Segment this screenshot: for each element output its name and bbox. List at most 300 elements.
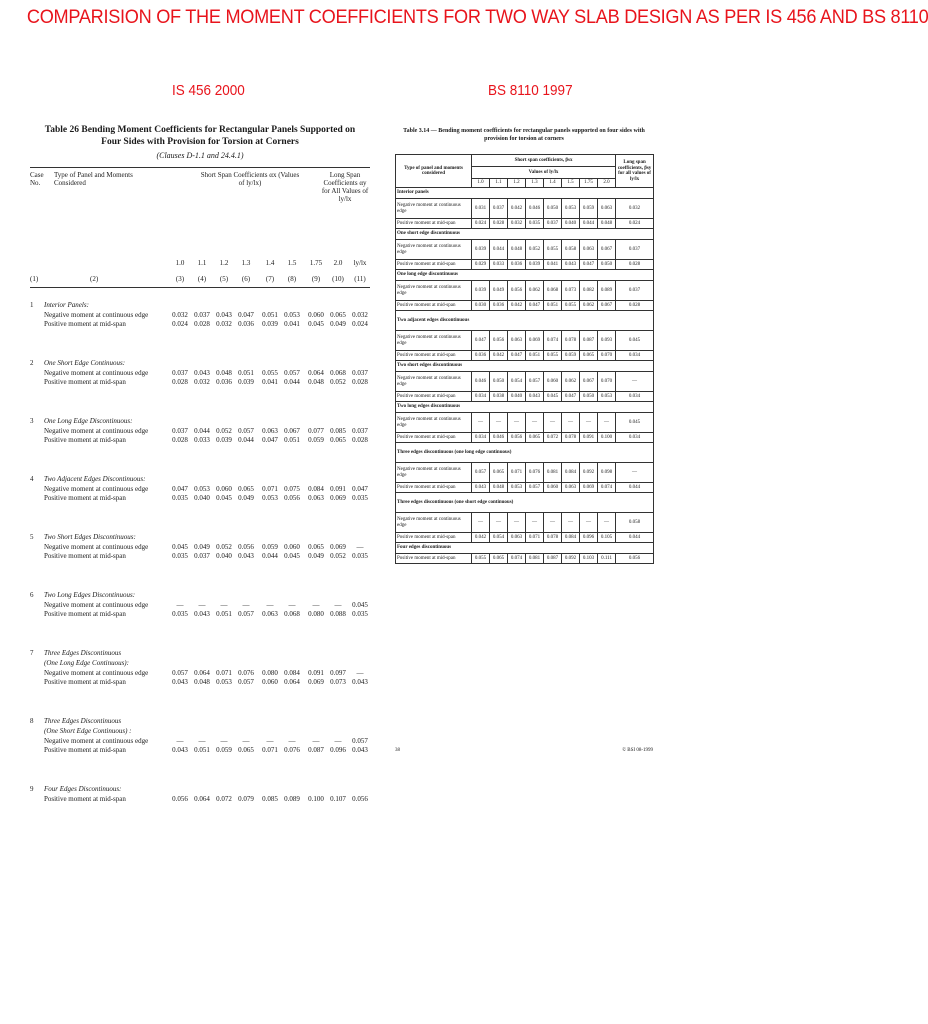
is-ratio-0: 1.0 [175,259,185,267]
bs-value-cell: 0.048 [598,219,616,229]
is-value-cell: 0.028 [172,378,188,386]
is-value-cell: 0.071 [262,485,278,493]
is-value-cell: 0.051 [238,369,254,377]
is-value-cell: — [288,601,296,609]
is-row-label: Negative moment at continuous edge [44,427,149,435]
is-value-cell: 0.063 [308,494,324,502]
is-value-cell: 0.089 [284,795,300,803]
is-value-cell: 0.037 [172,427,188,435]
bs-value-cell: 0.092 [562,554,580,564]
is-value-cell: 0.036 [238,320,254,328]
is-value-cell: 0.036 [216,378,232,386]
bs-caption-line2: provision for torsion at corners [484,136,564,142]
bs-value-cell: 0.024 [472,219,490,229]
bs-value-cell: 0.039 [526,260,544,270]
is-row-label: Positive moment at mid-span [44,378,126,386]
bs-value-cell: 0.045 [616,413,654,433]
is-value-cell: 0.056 [284,494,300,502]
is-colnum-6: (7) [265,275,275,283]
is-row-label: Negative moment at continuous edge [44,485,149,493]
is-value-cell: 0.107 [330,795,346,803]
bs-ratio-3: 1.3 [526,179,544,188]
bs-value-cell: 0.036 [490,301,508,311]
bs-value-cell: 0.036 [508,260,526,270]
is-pos-row [44,494,370,503]
bs-value-cell: 0.056 [508,281,526,301]
is-pos-row [44,795,370,804]
bs-value-cell: 0.062 [526,281,544,301]
bs-value-cell: — [580,413,598,433]
is-value-cell: 0.049 [308,552,324,560]
bs-value-cell: 0.050 [580,392,598,402]
is-case-number: 6 [30,591,34,599]
is-neg-row [44,669,370,678]
bs-value-cell: 0.039 [472,281,490,301]
bs-row-label: Negative moment at continuous edge [396,331,472,351]
bs-value-cell: 0.058 [562,240,580,260]
bs-value-cell: 0.084 [562,463,580,483]
is-value-cell: 0.064 [194,795,210,803]
bs-value-cell: 0.068 [544,281,562,301]
is-colnum-1: (2) [90,275,99,283]
bs-value-cell: 0.034 [616,392,654,402]
bs-value-cell: — [490,413,508,433]
bs-value-cell: — [508,513,526,533]
bs-value-cell: 0.076 [526,463,544,483]
is-value-cell: 0.048 [216,369,232,377]
is-value-cell: 0.064 [194,669,210,677]
bs-value-cell: 0.074 [544,331,562,351]
is-value-cell: 0.084 [308,485,324,493]
bs-ratio-6: 1.75 [580,179,598,188]
bs-value-cell: 0.065 [490,554,508,564]
bs-value-cell: — [472,513,490,533]
bs-ratio-5: 1.5 [562,179,580,188]
bs-row-label: Negative moment at continuous edge [396,240,472,260]
bs-value-cell: — [616,372,654,392]
is-ratio-8: ly/lx [353,259,367,267]
bs-value-cell: 0.044 [616,483,654,493]
is-value-cell: 0.065 [308,543,324,551]
is-value-cell: 0.071 [262,746,278,754]
bs-value-cell: 0.047 [526,301,544,311]
is-case-title: One Short Edge Continuous: [44,359,126,367]
is-row-label: Positive moment at mid-span [44,746,126,754]
is-value-cell: 0.065 [330,311,346,319]
bs-value-cell: 0.050 [598,260,616,270]
is-value-cell: 0.047 [238,311,254,319]
is-value-cell: 0.085 [330,427,346,435]
bs-value-cell: 0.052 [526,240,544,260]
is-value-cell: 0.037 [352,369,368,377]
is-value-cell: 0.035 [352,494,368,502]
bs-section-title: Two short edges discontinuous [396,361,654,372]
bs-value-cell: 0.071 [508,463,526,483]
bs-value-cell: 0.048 [490,483,508,493]
bs-value-cell: 0.065 [580,351,598,361]
bs-value-cell: 0.098 [598,463,616,483]
bs-value-cell: 0.046 [490,433,508,443]
is-value-cell: 0.039 [238,378,254,386]
is-value-cell: 0.096 [330,746,346,754]
is-value-cell: 0.071 [216,669,232,677]
is-value-cell: 0.100 [308,795,324,803]
bs-row-label: Negative moment at continuous edge [396,199,472,219]
bs-value-cell: 0.056 [508,433,526,443]
is-value-cell: 0.028 [172,436,188,444]
bs-8110-table [395,128,653,778]
is-case-title: Two Adjacent Edges Discontinuous: [44,475,146,483]
is-case-number: 2 [30,359,34,367]
bs-value-cell: 0.024 [616,219,654,229]
is-value-cell: — [220,737,228,745]
is-value-cell: 0.064 [308,369,324,377]
bs-value-cell: 0.059 [562,351,580,361]
is-value-cell: 0.041 [284,320,300,328]
bs-value-cell: 0.047 [472,331,490,351]
is-456-label: IS 456 2000 [172,82,245,99]
is-value-cell: 0.048 [308,378,324,386]
bs-value-cell: 0.034 [472,392,490,402]
bs-value-cell: — [598,513,616,533]
bs-value-cell: 0.070 [598,351,616,361]
is-value-cell: 0.032 [216,320,232,328]
is-value-cell: 0.037 [352,427,368,435]
bs-value-cell: 0.055 [544,351,562,361]
bs-value-cell: 0.058 [616,513,654,533]
bs-value-cell: 0.028 [490,219,508,229]
is-value-cell: 0.049 [238,494,254,502]
bs-value-cell: 0.060 [544,372,562,392]
is-value-cell: 0.057 [352,737,368,745]
bs-value-cell: 0.047 [580,260,598,270]
is-case-title: One Long Edge Discontinuous: [44,417,133,425]
bs-value-cell: 0.047 [562,392,580,402]
is-value-cell: 0.047 [172,485,188,493]
bs-value-cell: 0.040 [562,219,580,229]
is-456-table [30,125,370,803]
bs-section-title: One long edge discontinuous [396,270,654,281]
bs-value-cell: — [598,413,616,433]
is-ratio-3: 1.3 [241,259,251,267]
is-case-title: Two Long Edges Discontinuous: [44,591,136,599]
is-case-number: 4 [30,475,34,483]
is-value-cell: 0.076 [238,669,254,677]
is-ratio-4: 1.4 [265,259,275,267]
is-value-cell: 0.051 [194,746,210,754]
bs-value-cell: 0.057 [526,483,544,493]
bs-value-cell: 0.036 [472,351,490,361]
is-row-label: Negative moment at continuous edge [44,543,149,551]
is-value-cell: 0.051 [284,436,300,444]
bs-value-cell: 0.081 [544,463,562,483]
is-value-cell: 0.056 [172,795,188,803]
bs-row-label: Positive moment at mid-span [396,301,472,311]
bs-footer-page: 38 [395,748,400,753]
is-value-cell: 0.040 [216,552,232,560]
is-value-cell: — [288,737,296,745]
bs-row-label: Negative moment at continuous edge [396,281,472,301]
is-case-number: 9 [30,785,34,793]
is-value-cell: 0.052 [216,427,232,435]
bs-value-cell: 0.044 [616,533,654,543]
is-value-cell: 0.060 [262,678,278,686]
bs-ratio-7: 2.0 [598,179,616,188]
bs-value-cell: 0.082 [580,281,598,301]
is-value-cell: — [356,543,364,551]
bs-value-cell: 0.057 [526,372,544,392]
bs-value-cell: 0.067 [580,372,598,392]
bs-8110-label: BS 8110 1997 [488,82,573,99]
is-value-cell: 0.051 [262,311,278,319]
bs-value-cell: 0.045 [616,331,654,351]
bs-row-label: Positive moment at mid-span [396,351,472,361]
bs-value-cell: 0.032 [508,219,526,229]
is-value-cell: 0.043 [352,678,368,686]
is-value-cell: — [198,601,206,609]
is-value-cell: 0.091 [308,669,324,677]
bs-value-cell: 0.074 [598,483,616,493]
is-value-cell: 0.035 [352,610,368,618]
is-value-cell: 0.052 [330,378,346,386]
is-case-title: Three Edges Discontinuous [44,717,122,725]
is-ratio-7: 2.0 [333,259,343,267]
is-value-cell: 0.088 [330,610,346,618]
is-value-cell: 0.049 [330,320,346,328]
is-value-cell: 0.053 [194,485,210,493]
is-value-cell: 0.053 [262,494,278,502]
is-value-cell: 0.065 [330,436,346,444]
is-value-cell: 0.084 [284,669,300,677]
bs-value-cell: 0.055 [472,554,490,564]
is-value-cell: 0.048 [194,678,210,686]
is-value-cell: 0.037 [194,311,210,319]
is-value-cell: 0.043 [216,311,232,319]
is-value-cell: 0.047 [352,485,368,493]
is-value-cell: 0.051 [216,610,232,618]
bs-header-values: Values of ly/lx [472,167,616,179]
bs-ratio-1: 1.1 [490,179,508,188]
is-value-cell: 0.056 [352,795,368,803]
is-row-label: Positive moment at mid-span [44,494,126,502]
is-value-cell: 0.032 [352,311,368,319]
is-colnum-5: (6) [241,275,251,283]
is-neg-row [44,601,370,610]
is-value-cell: 0.057 [238,678,254,686]
bs-value-cell: — [544,413,562,433]
is-value-cell: — [334,737,342,745]
is-row-label: Positive moment at mid-span [44,320,126,328]
bs-value-cell: 0.051 [526,351,544,361]
is-row-label: Negative moment at continuous edge [44,601,149,609]
is-colnum-2: (3) [175,275,185,283]
bs-section-title: Four edges discontinuous [396,543,654,554]
is-value-cell: 0.077 [308,427,324,435]
is-row-label: Positive moment at mid-span [44,436,126,444]
is-row-label: Negative moment at continuous edge [44,311,149,319]
bs-value-cell: 0.111 [598,554,616,564]
is-value-cell: 0.073 [330,678,346,686]
is-caption-line1: Table 26 Bending Moment Coefficients for Rectangular Panels Supported on [44,125,356,135]
is-value-cell: 0.052 [216,543,232,551]
bs-value-cell: — [544,513,562,533]
is-value-cell: — [266,737,274,745]
bs-value-cell: 0.087 [544,554,562,564]
is-value-cell: 0.076 [284,746,300,754]
bs-value-cell: 0.065 [526,433,544,443]
is-value-cell: 0.068 [284,610,300,618]
bs-row-label: Positive moment at mid-span [396,433,472,443]
bs-ratio-4: 1.4 [544,179,562,188]
bs-value-cell: 0.042 [472,533,490,543]
bs-row-label: Positive moment at mid-span [396,219,472,229]
bs-value-cell: 0.046 [472,372,490,392]
is-value-cell: — [356,669,364,677]
is-neg-row [44,543,370,552]
is-value-cell: 0.069 [330,494,346,502]
is-value-cell: 0.045 [172,543,188,551]
is-value-cell: 0.075 [284,485,300,493]
bs-row-label: Negative moment at continuous edge [396,372,472,392]
bs-value-cell: 0.053 [562,199,580,219]
slide-title: COMPARISION OF THE MOMENT COEFFICIENTS FOR TWO WAY SLAB DESIGN AS PER IS 456 AND BS 8110 [26,6,928,28]
bs-value-cell: 0.062 [562,372,580,392]
is-value-cell: 0.049 [194,543,210,551]
is-value-cell: 0.039 [216,436,232,444]
is-value-cell: 0.035 [172,610,188,618]
is-pos-row [44,678,370,687]
bs-value-cell: 0.043 [562,260,580,270]
is-value-cell: 0.024 [172,320,188,328]
is-value-cell: 0.043 [238,552,254,560]
is-value-cell: 0.043 [194,610,210,618]
is-value-cell: 0.053 [216,678,232,686]
bs-value-cell: 0.037 [616,281,654,301]
is-top-rule [30,167,370,168]
bs-value-cell: 0.042 [490,351,508,361]
is-value-cell: 0.057 [238,427,254,435]
bs-value-cell: 0.067 [598,301,616,311]
is-value-cell: 0.053 [284,311,300,319]
is-value-cell: 0.059 [216,746,232,754]
is-value-cell: — [312,601,320,609]
bs-value-cell: 0.044 [490,240,508,260]
is-value-cell: 0.028 [352,436,368,444]
bs-value-cell: 0.037 [616,240,654,260]
is-value-cell: 0.045 [308,320,324,328]
is-value-cell: — [242,601,250,609]
bs-section-title: Two adjacent edges discontinuous [396,311,654,331]
is-value-cell: — [220,601,228,609]
bs-value-cell: 0.040 [508,392,526,402]
is-value-cell: 0.072 [216,795,232,803]
is-value-cell: 0.052 [330,552,346,560]
bs-value-cell: 0.039 [472,240,490,260]
is-colnum-7: (8) [287,275,297,283]
bs-value-cell: 0.045 [544,392,562,402]
is-value-cell: 0.040 [194,494,210,502]
is-value-cell: 0.085 [262,795,278,803]
bs-value-cell: 0.093 [598,331,616,351]
bs-row-label: Positive moment at mid-span [396,554,472,564]
bs-value-cell: 0.096 [580,533,598,543]
is-header-short: Short Span Coefficients αx (Values of ly/lx) [200,171,300,188]
is-value-cell: 0.045 [352,601,368,609]
bs-value-cell: 0.055 [562,301,580,311]
is-colnum-0: (1) [30,275,39,283]
bs-value-cell: 0.069 [580,483,598,493]
is-pos-row [44,320,370,329]
is-pos-row [44,552,370,561]
bs-value-cell: 0.042 [508,301,526,311]
bs-row-label: Negative moment at continuous edge [396,513,472,533]
is-case-subtitle: (One Long Edge Continuous): [44,659,129,667]
is-value-cell: 0.067 [284,427,300,435]
is-colnum-9: (10) [332,275,344,283]
bs-value-cell: 0.070 [598,372,616,392]
bs-value-cell: 0.059 [580,199,598,219]
bs-value-cell: 0.069 [526,331,544,351]
bs-value-cell: 0.063 [580,240,598,260]
is-value-cell: 0.091 [330,485,346,493]
bs-value-cell: 0.041 [544,260,562,270]
is-value-cell: 0.033 [194,436,210,444]
is-row-label: Negative moment at continuous edge [44,369,149,377]
is-neg-row [44,737,370,746]
is-row-label: Positive moment at mid-span [44,795,126,803]
bs-value-cell: 0.046 [526,199,544,219]
bs-value-cell: — [490,513,508,533]
bs-value-cell: 0.038 [490,392,508,402]
is-neg-row [44,427,370,436]
bs-value-cell: — [562,513,580,533]
is-header-type: Type of Panel and Moments Considered [54,171,133,188]
bs-value-cell: 0.054 [508,372,526,392]
is-value-cell: — [242,737,250,745]
is-case-subtitle: (One Short Edge Continuous) : [44,727,132,735]
bs-section-title: Three edges discontinuous (one long edge continuous) [396,443,654,463]
bs-value-cell: 0.054 [490,533,508,543]
is-value-cell: — [312,737,320,745]
is-pos-row [44,746,370,755]
is-value-cell: 0.057 [172,669,188,677]
bs-value-cell: 0.043 [526,392,544,402]
is-value-cell: 0.043 [172,678,188,686]
is-value-cell: 0.044 [238,436,254,444]
is-value-cell: 0.032 [194,378,210,386]
is-value-cell: 0.057 [238,610,254,618]
bs-value-cell: 0.084 [562,533,580,543]
bs-value-cell: 0.031 [472,199,490,219]
is-value-cell: — [176,737,184,745]
bs-row-label: Negative moment at continuous edge [396,463,472,483]
bs-section-title: Three edges discontinuous (one short edge continuous) [396,493,654,513]
bs-grid [395,154,654,564]
bs-value-cell: 0.073 [562,281,580,301]
is-value-cell: 0.035 [172,552,188,560]
bs-value-cell: 0.047 [508,351,526,361]
is-pos-row [44,610,370,619]
bs-value-cell: 0.034 [472,433,490,443]
is-value-cell: 0.055 [262,369,278,377]
is-value-cell: 0.069 [330,543,346,551]
is-neg-row [44,369,370,378]
is-neg-row [44,311,370,320]
bs-value-cell: 0.029 [472,260,490,270]
is-value-cell: 0.041 [262,378,278,386]
bs-value-cell: — [508,413,526,433]
bs-value-cell: 0.033 [490,260,508,270]
